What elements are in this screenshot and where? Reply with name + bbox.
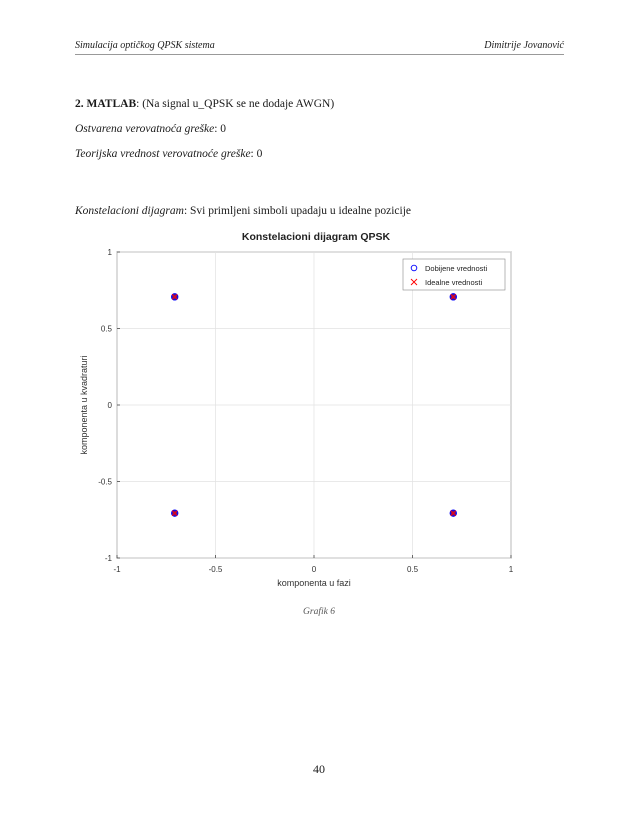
x-tick-label: 0: [311, 565, 317, 574]
x-tick-label: -0.5: [208, 565, 223, 574]
x-tick-label: 1: [508, 565, 514, 574]
x-tick-label: -1: [113, 565, 121, 574]
section-heading-rest: : (Na signal u_QPSK se ne dodaje AWGN): [136, 98, 335, 110]
y-tick-label: 0.5: [100, 324, 112, 334]
constellation-label: Konstelacioni dijagram: [75, 205, 184, 217]
y-tick-label: -0.5: [98, 477, 112, 487]
figure-caption: Grafik 6: [303, 607, 335, 617]
theoretical-error-value: : 0: [250, 148, 263, 160]
x-tick-label: 0.5: [406, 565, 419, 574]
section-heading-bold: 2. MATLAB: [75, 98, 137, 110]
page-header-author: Dimitrije Jovanović: [484, 40, 564, 51]
y-tick-label: -1: [104, 554, 112, 563]
y-axis-label: komponenta u kvadraturi: [79, 355, 89, 455]
legend-entry-ideal: Idealne vrednosti: [425, 278, 483, 287]
y-tick-label: 0: [107, 401, 112, 410]
legend-entry-obtained: Dobijene vrednosti: [425, 264, 488, 273]
theoretical-error-label: Teorijska vrednost verovatnoće greške: [75, 148, 251, 160]
page-header-title: Simulacija optičkog QPSK sistema: [75, 40, 215, 51]
chart-legend: [403, 259, 505, 290]
y-tick-label: 1: [107, 248, 112, 257]
achieved-error-label: Ostvarena verovatnoća greške: [75, 123, 215, 135]
constellation-line: [75, 205, 411, 217]
header-rule: [75, 54, 564, 55]
achieved-error-value: : 0: [214, 123, 227, 135]
page-number: 40: [313, 762, 325, 776]
section-heading: [75, 98, 334, 110]
theoretical-error-line: [75, 148, 262, 160]
constellation-value: : Svi primljeni simboli upadaju u idealne pozicije: [183, 205, 412, 217]
x-axis-label: komponenta u fazi: [277, 578, 351, 588]
constellation-chart: [70, 224, 530, 594]
achieved-error-line: [75, 123, 226, 135]
chart-title: Konstelacioni dijagram QPSK: [241, 231, 391, 243]
